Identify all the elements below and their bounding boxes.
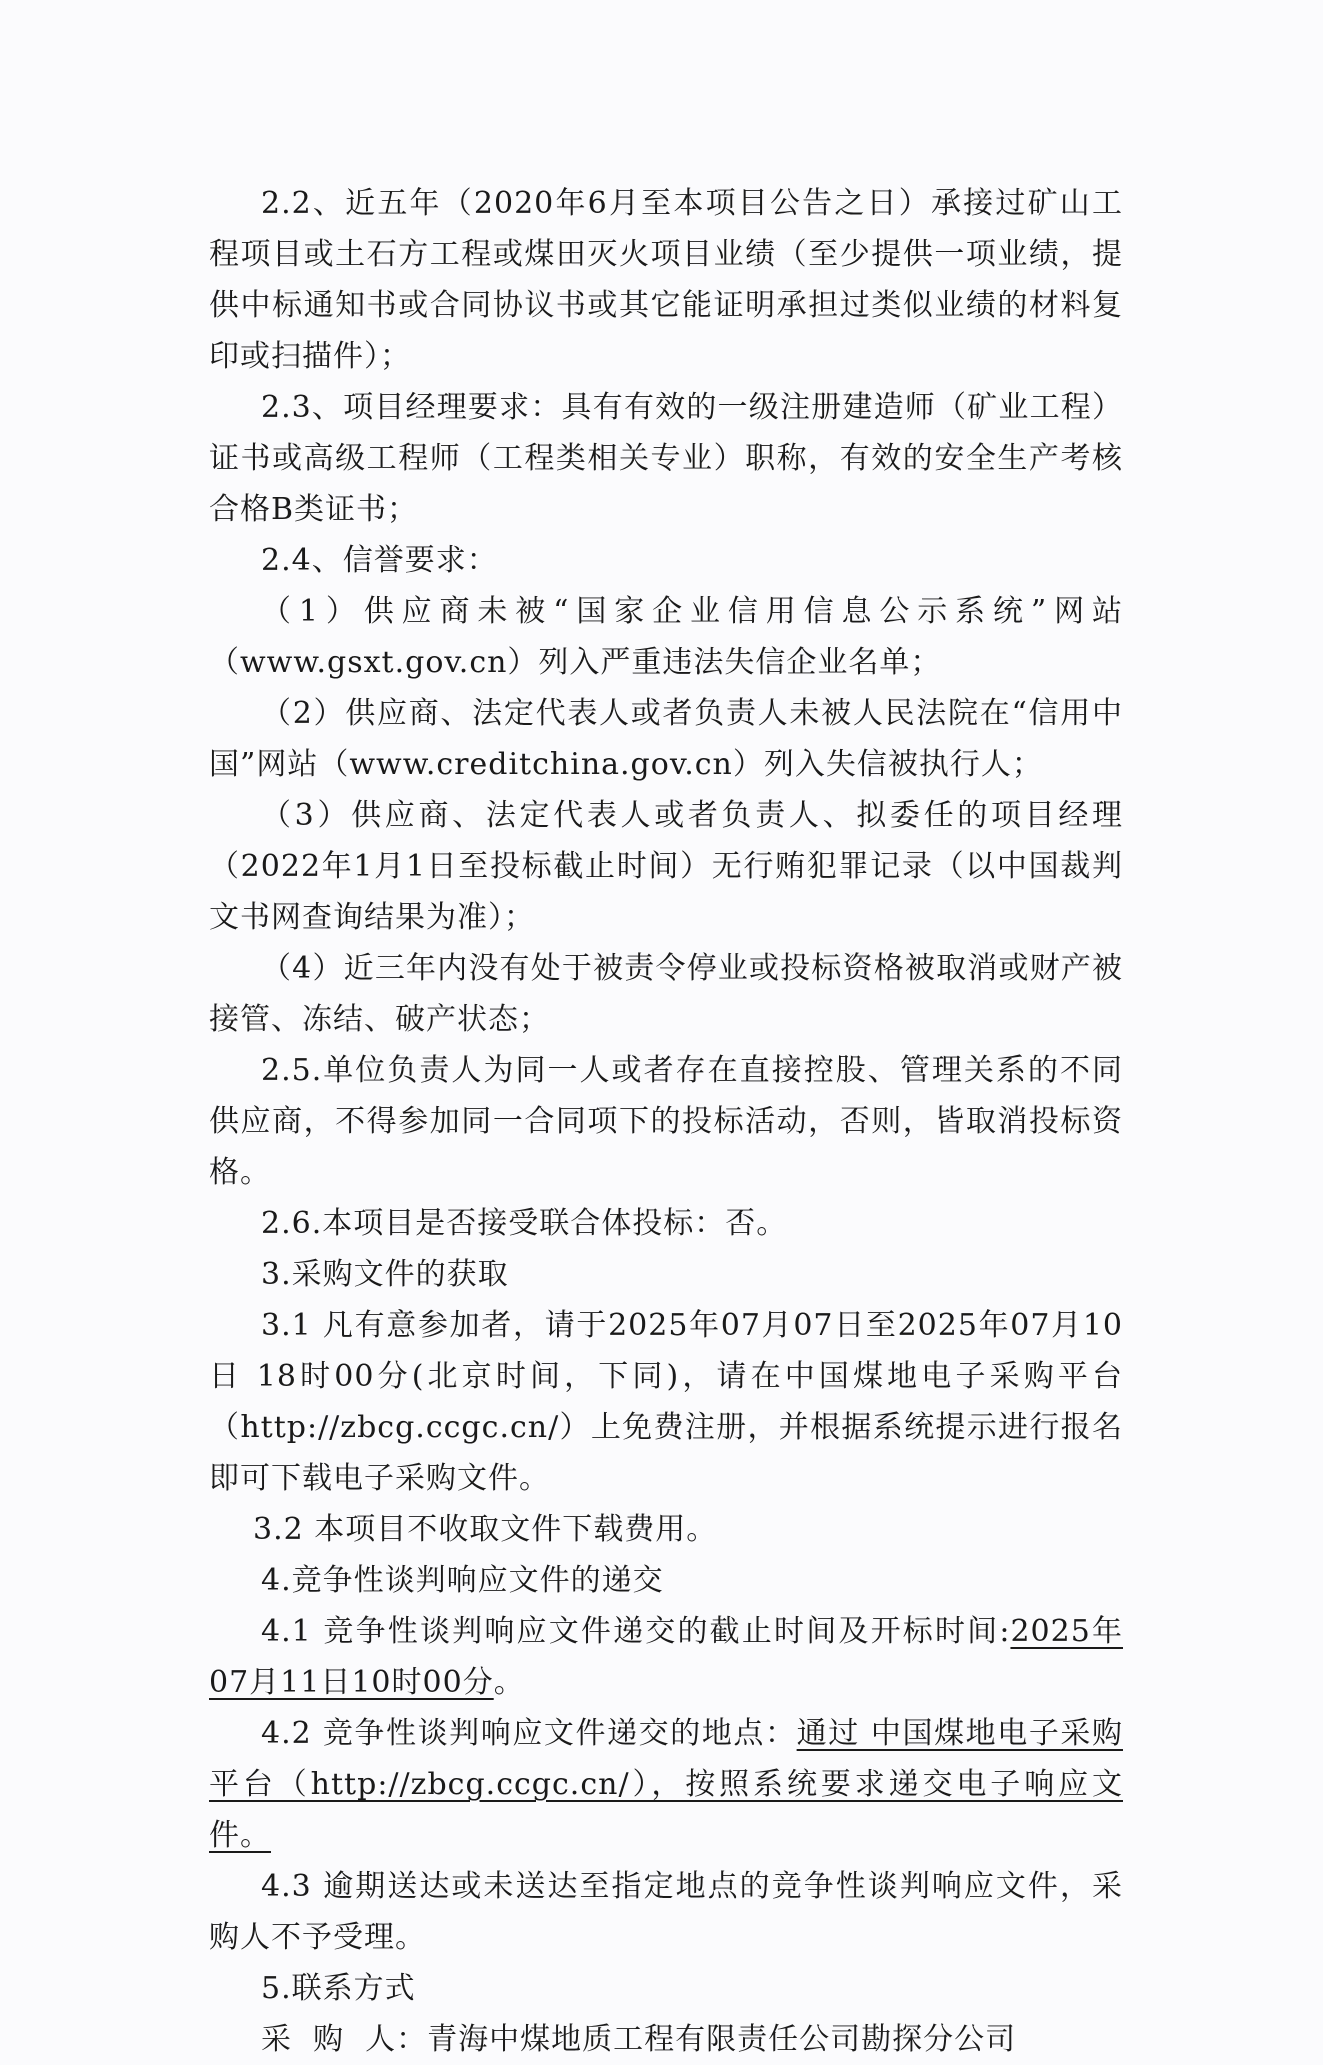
document-page <box>209 178 1123 2065</box>
deadline-time: 2025年07月11日10时00分 <box>209 1614 1123 1700</box>
clause-2-4: 2.4、信誉要求： <box>261 543 498 578</box>
purchaser-name: 青海中煤地质工程有限责任公司勘探分公司 <box>427 2022 1017 2057</box>
clause-4-2 <box>209 1708 1123 1861</box>
clause-2-2: 2.2、近五年（2020年6月至本项目公告之日）承接过矿山工程项目或土石方工程或煤田灭火项目业绩（至少提供一项业绩，提供中标通知书或合同协议书或其它能证明承担过类似业绩的材料复印或扫描件）； <box>209 186 1123 374</box>
clause-3-1: 3.1 凡有意参加者，请于2025年07月07日至2025年07月10日 18时00分(北京时间，下同)，请在中国煤地电子采购平台（http://zbcg.ccgc.cn/）上免费注册，并根据系统提示进行报名即可下载电子采购文件。 <box>209 1308 1123 1496</box>
clause-4-3: 4.3 逾期送达或未送达至指定地点的竞争性谈判响应文件，采购人不予受理。 <box>209 1869 1123 1955</box>
clause-4-2-text: 4.2 竞争性谈判响应文件递交的地点： <box>261 1716 797 1751</box>
clause-2-4-1: （1）供应商未被“国家企业信用信息公示系统”网站（www.gsxt.gov.cn）列入严重违法失信企业名单； <box>209 594 1123 680</box>
section-3-heading: 3.采购文件的获取 <box>261 1257 509 1292</box>
clause-2-3: 2.3、项目经理要求：具有有效的一级注册建造师（矿业工程）证书或高级工程师（工程类相关专业）职称，有效的安全生产考核合格B类证书； <box>209 390 1123 527</box>
clause-4-1 <box>209 1606 1123 1708</box>
clause-2-6: 2.6.本项目是否接受联合体投标：否。 <box>261 1206 788 1241</box>
clause-2-5: 2.5.单位负责人为同一人或者存在直接控股、管理关系的不同供应商，不得参加同一合同项下的投标活动，否则，皆取消投标资格。 <box>209 1053 1123 1190</box>
submission-location: 通过 中国煤地电子采购平台（http://zbcg.ccgc.cn/），按照系统要求递交电子响应文件。 <box>209 1716 1123 1853</box>
clause-4-1-end: 。 <box>493 1665 525 1700</box>
clause-2-4-2: （2）供应商、法定代表人或者负责人未被人民法院在“信用中国”网站（www.creditchina.gov.cn）列入失信被执行人； <box>209 696 1123 782</box>
clause-2-4-3: （3）供应商、法定代表人或者负责人、拟委任的项目经理（2022年1月1日至投标截止时间）无行贿犯罪记录（以中国裁判文书网查询结果为准）； <box>209 798 1123 935</box>
section-5-heading: 5.联系方式 <box>261 1971 416 2006</box>
purchaser-line <box>209 2014 1123 2065</box>
clause-3-2: 3.2 本项目不收取文件下载费用。 <box>253 1512 718 1547</box>
purchaser-label: 采 购 人： <box>261 2022 428 2057</box>
clause-2-4-4: （4）近三年内没有处于被责令停业或投标资格被取消或财产被接管、冻结、破产状态； <box>209 951 1123 1037</box>
section-4-heading: 4.竞争性谈判响应文件的递交 <box>261 1563 664 1598</box>
clause-4-1-text: 4.1 竞争性谈判响应文件递交的截止时间及开标时间: <box>261 1614 1011 1649</box>
